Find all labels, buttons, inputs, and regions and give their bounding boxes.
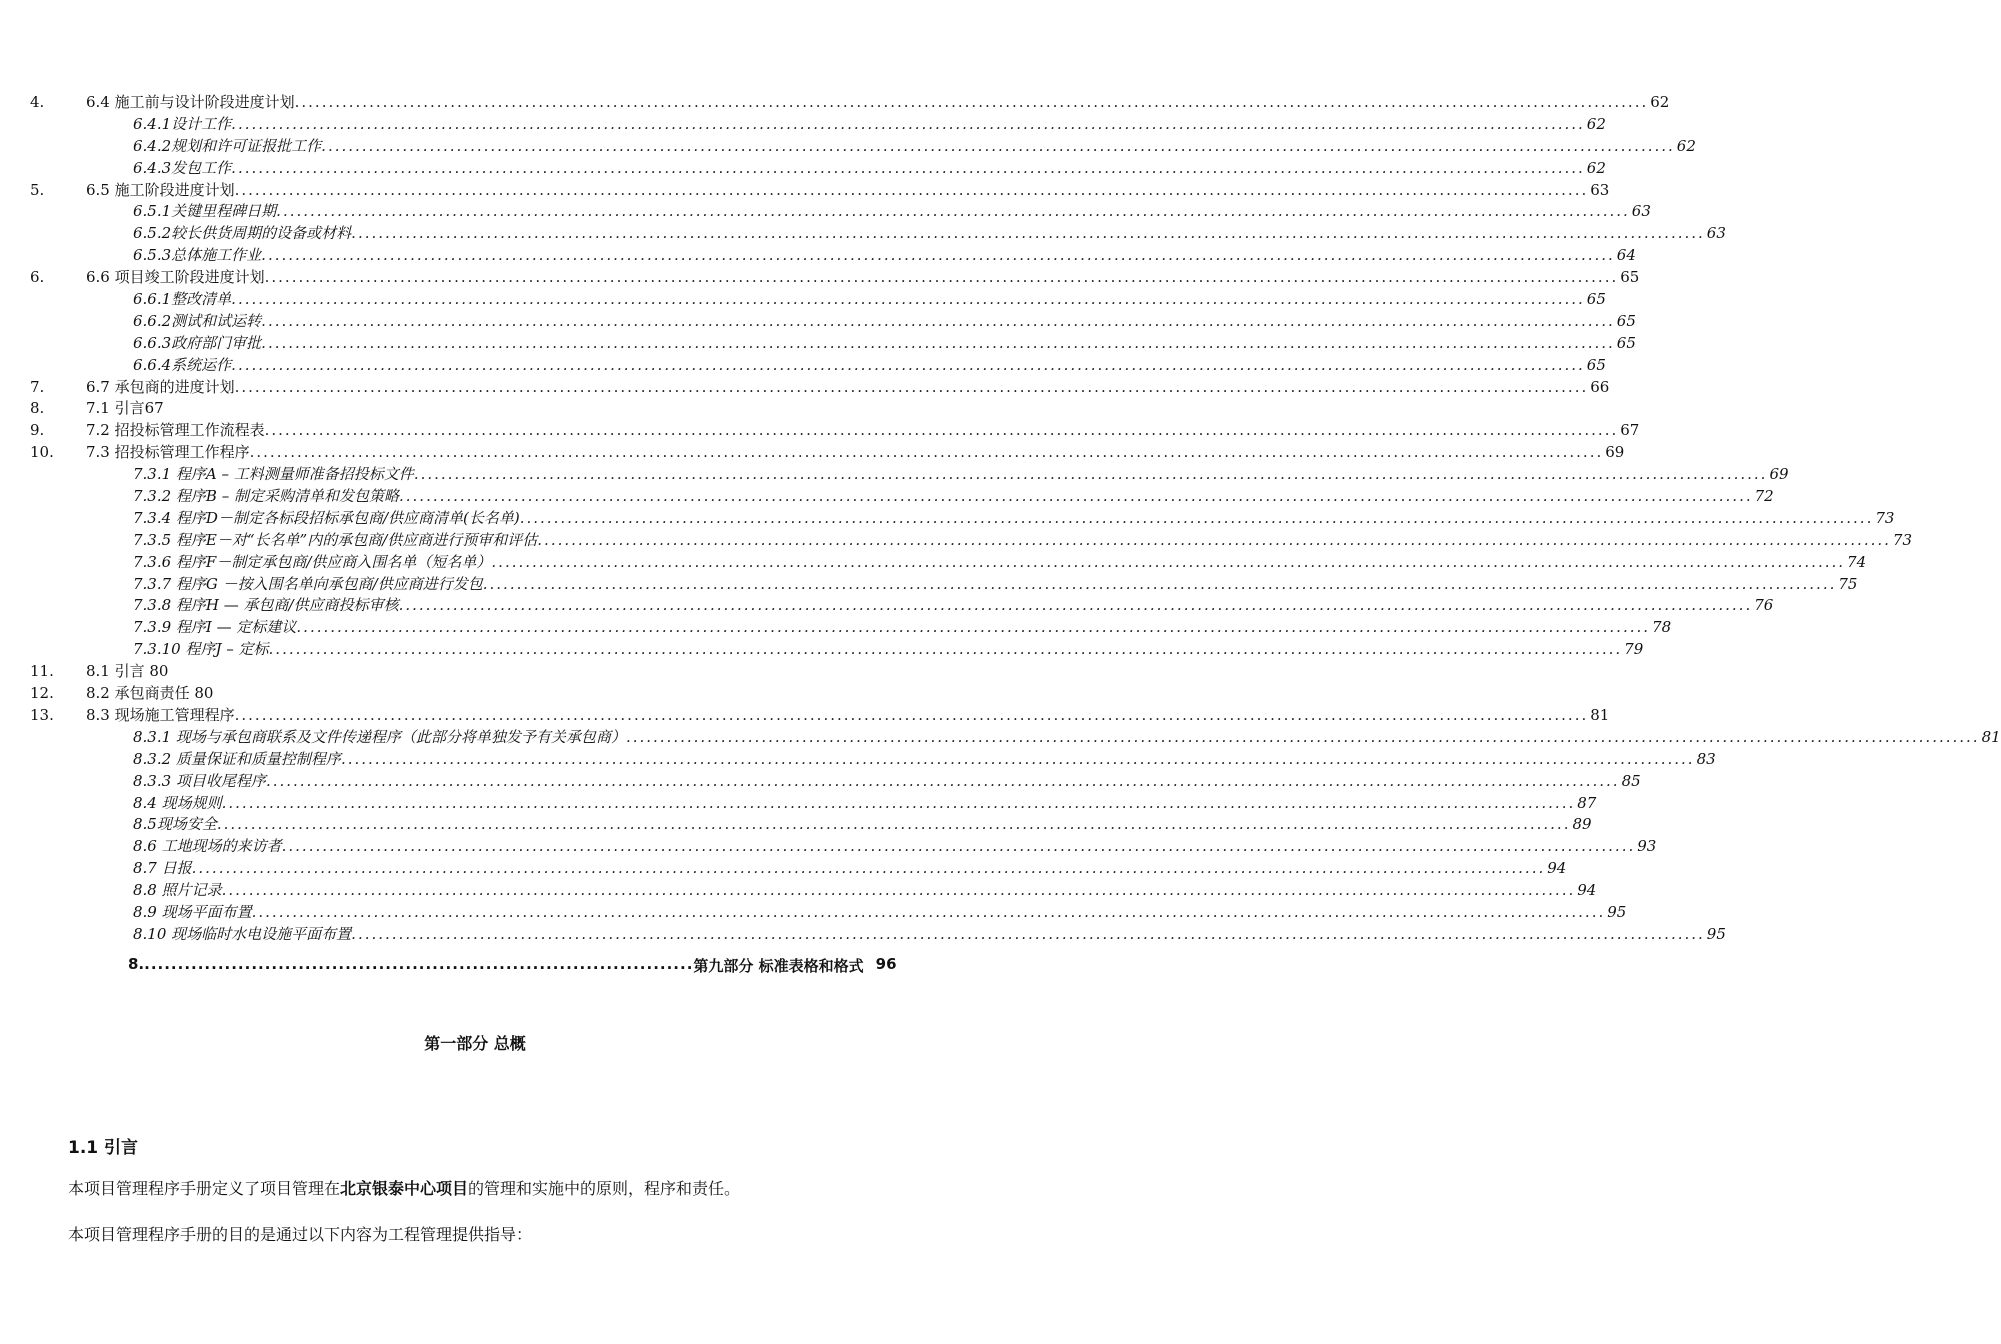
toc-entry-label: 8.3.1 现场与承包商联系及文件传递程序（此部分将单独发予有关承包商） [133, 727, 626, 746]
toc-entry-page: 94 [1577, 881, 1597, 900]
table-of-contents [0, 92, 2001, 946]
toc-entry-page: 69 [1605, 443, 1625, 462]
toc-entry-label: 8.6 工地现场的来访者 [133, 837, 282, 856]
toc-leader-dots: .................................................................................. [144, 955, 694, 973]
toc-entry-label: 7.3.2 程序B – 制定采购清单和发包策略 [133, 487, 399, 506]
toc-entry[interactable] [0, 727, 2001, 749]
toc-entry-number: 6. [30, 268, 45, 287]
toc-entry-number: 5. [30, 180, 45, 199]
toc-entry-label: 7.3.6 程序F－制定承包商/供应商入围名单（短名单） [133, 552, 492, 571]
toc-entry[interactable] [0, 136, 1696, 158]
toc-entry-page: 63 [1590, 180, 1610, 199]
toc-leader-dots: ........................................................................................................................................................................................................ [268, 640, 1623, 659]
toc-leader-dots: ........................................................................................................................................................................................................ [340, 749, 1695, 768]
toc-entry[interactable] [0, 880, 1597, 902]
toc-entry-label: 7.3.4 程序D－制定各标段招标承包商/供应商清单(长名单) [133, 508, 520, 527]
toc-entry[interactable] [0, 617, 1672, 639]
toc-part-page: 96 [875, 955, 897, 973]
toc-entry-label: 6.5.1关键里程碑日期 [133, 202, 277, 221]
toc-entry-line [133, 158, 1606, 180]
toc-leader-dots: ........................................................................................................................................................................................................ [399, 487, 1753, 506]
toc-entry[interactable] [0, 464, 1789, 486]
toc-entry-page: 81 [1981, 727, 2001, 746]
toc-leader-dots: ........................................................................................................................................................................................................ [231, 114, 1585, 133]
toc-entry-line [133, 486, 1774, 508]
toc-entry[interactable] [0, 398, 950, 420]
toc-entry-page: 67 [1620, 421, 1640, 440]
toc-leader-dots: ........................................................................................................................................................................................................ [398, 596, 1753, 615]
toc-entry-line [133, 814, 1592, 836]
toc-leader-dots: ........................................................................................................................................................................................................ [264, 268, 1619, 287]
toc-part-label: 第九部分 标准表格和格式 [693, 957, 864, 975]
toc-entry-line [133, 727, 2001, 749]
toc-entry-label: 7.3.8 程序H — 承包商/供应商投标审核 [133, 596, 399, 615]
toc-leader-dots: ........................................................................................................................................................................................................ [221, 793, 1576, 812]
toc-leader-dots: ........................................................................................................................................................................................................ [482, 574, 1837, 593]
toc-entry-page: 64 [1616, 246, 1636, 265]
toc-leader-dots: ........................................................................................................................................................................................................ [221, 881, 1576, 900]
toc-entry-number: 8. [30, 399, 45, 418]
paragraph-1 [68, 1176, 740, 1199]
toc-entry-line [133, 880, 1597, 902]
toc-entry[interactable] [0, 793, 1597, 815]
toc-leader-dots: ........................................................................................................................................................................................................ [265, 771, 1620, 790]
toc-leader-dots: ........................................................................................................................................................................................................ [249, 443, 1604, 462]
toc-entry-line [133, 793, 1597, 815]
toc-entry-label: 8.3.3 项目收尾程序 [133, 771, 266, 790]
toc-entry-label: 8.9 现场平面布置 [133, 902, 252, 921]
section-heading: 1.1 引言 [68, 1138, 139, 1158]
toc-entry[interactable] [0, 814, 1592, 836]
toc-entry-number: 9. [30, 421, 45, 440]
toc-entry-label: 8.7 日报 [133, 859, 192, 878]
toc-entry-number: 4. [30, 93, 45, 111]
toc-entry-label: 6.6.1整改清单 [133, 290, 232, 309]
toc-entry-line [133, 333, 1636, 355]
toc-entry-label: 6.4.2规划和许可证报批工作 [133, 136, 322, 155]
toc-entry[interactable] [0, 530, 1912, 552]
toc-entry-page: 75 [1838, 574, 1858, 593]
toc-entry-line [133, 771, 1641, 793]
toc-entry-label: 8.3 现场施工管理程序 [86, 705, 235, 724]
toc-entry[interactable] [0, 180, 1610, 202]
toc-leader-dots: ........................................................................................................................................................................................................ [231, 290, 1585, 309]
toc-leader-dots: ........................................................................................................................................................................................................ [251, 902, 1606, 921]
toc-leader-dots: ........................................................................................................................................................................................................ [216, 815, 1571, 834]
toc-leader-dots: ........................................................................................................................................................................................................ [191, 859, 1546, 878]
toc-entry-line [133, 355, 1606, 377]
toc-entry-page: 63 [1631, 202, 1651, 221]
toc-leader-dots: ........................................................................................................................................................................................................ [276, 202, 1630, 221]
toc-entry[interactable] [0, 267, 1640, 289]
toc-entry[interactable] [0, 245, 1636, 267]
toc-entry-label: 7.2 招投标管理工作流程表 [86, 421, 265, 440]
toc-entry-page: 65 [1620, 268, 1640, 287]
toc-entry-page: 89 [1572, 815, 1592, 834]
toc-entry[interactable] [0, 749, 1716, 771]
toc-entry-line [133, 858, 1567, 880]
toc-entry-page: 65 [1586, 355, 1606, 374]
toc-entry-page: 95 [1607, 902, 1627, 921]
toc-entry-line [133, 595, 1774, 617]
toc-entry-label: 6.5.3总体施工作业 [133, 246, 262, 265]
toc-entry[interactable] [0, 201, 1651, 223]
toc-leader-dots: ........................................................................................................................................................................................................ [321, 136, 1675, 155]
toc-entry-page: 62 [1650, 93, 1670, 111]
toc-entry[interactable] [0, 223, 1726, 245]
toc-entry[interactable] [0, 858, 1567, 880]
toc-entry-page: 66 [1590, 377, 1610, 396]
toc-entry-label: 6.5.2较长供货周期的设备或材料 [133, 224, 352, 243]
toc-entry[interactable] [0, 683, 950, 705]
toc-entry-page: 79 [1624, 640, 1644, 659]
toc-entry-label: 6.6.2测试和试运转 [133, 311, 262, 330]
toc-entry-label: 6.4.3发包工作 [133, 158, 232, 177]
toc-entry-line [86, 442, 1625, 464]
toc-entry[interactable] [0, 639, 1644, 661]
toc-entry-label: 7.3.1 程序A – 工料测量师准备招投标文件 [133, 465, 414, 484]
toc-entry-label: 6.5 施工阶段进度计划 [86, 180, 235, 199]
toc-entry-page: 62 [1586, 158, 1606, 177]
toc-entry-page: 65 [1616, 311, 1636, 330]
project-name: 北京银泰中心项目 [340, 1179, 469, 1198]
toc-entry-page: 74 [1847, 552, 1867, 571]
toc-leader-dots: ........................................................................................................................................................................................................ [281, 837, 1636, 856]
toc-entry-line [86, 705, 1610, 727]
toc-leader-dots: ........................................................................................................................................................................................................ [351, 224, 1705, 243]
toc-entry-label: 8.10 现场临时水电设施平面布置 [133, 924, 352, 943]
toc-entry-line [133, 114, 1606, 136]
toc-entry-label: 7.3 招投标管理工作程序 [86, 443, 250, 462]
toc-entry[interactable] [0, 92, 1670, 114]
toc-entry-label: 6.6.3政府部门审批 [133, 333, 262, 352]
toc-entry[interactable] [0, 836, 1657, 858]
toc-entry-page: 87 [1577, 793, 1597, 812]
toc-entry[interactable] [0, 311, 1636, 333]
toc-entry-label: 6.6 项目竣工阶段进度计划 [86, 268, 265, 287]
toc-entry-number: 12. [30, 684, 54, 703]
toc-entry-label: 8.5现场安全 [133, 815, 217, 834]
toc-entry-page: 69 [1769, 465, 1789, 484]
toc-entry-number: 7. [30, 377, 45, 396]
toc-leader-dots: ........................................................................................................................................................................................................ [234, 180, 1589, 199]
toc-entry[interactable] [0, 924, 1726, 946]
toc-entry-line [86, 267, 1640, 289]
toc-leader-dots: ........................................................................................................................................................................................................ [261, 246, 1615, 265]
toc-entry-page: 62 [1586, 114, 1606, 133]
toc-leader-dots: ........................................................................................................................................................................................................ [231, 158, 1585, 177]
toc-entry-page: 81 [1590, 705, 1610, 724]
toc-entry-label: 8.3.2 质量保证和质量控制程序 [133, 749, 341, 768]
toc-entry[interactable] [0, 442, 1625, 464]
toc-leader-dots: ........................................................................................................................................................................................................ [625, 727, 1980, 746]
toc-entry[interactable] [0, 574, 1858, 596]
toc-leader-dots: ........................................................................................................................................................................................................ [234, 377, 1589, 396]
toc-entry-page: 65 [1616, 333, 1636, 352]
toc-leader-dots: ........................................................................................................................................................................................................ [491, 552, 1846, 571]
toc-entry-line [133, 311, 1636, 333]
toc-entry-page: 76 [1754, 596, 1774, 615]
toc-entry[interactable] [0, 158, 1606, 180]
toc-entry-line [133, 902, 1627, 924]
paragraph-2: 本项目管理程序手册的目的是通过以下内容为工程管理提供指导： [68, 1225, 533, 1244]
toc-leader-dots: ........................................................................................................................................................................................................ [231, 355, 1585, 374]
toc-entry-label: 7.3.7 程序G －按入围名单向承包商/供应商进行发包 [133, 574, 483, 593]
toc-leader-dots: ........................................................................................................................................................................................................ [261, 311, 1615, 330]
toc-entry[interactable] [0, 552, 1867, 574]
toc-entry[interactable] [0, 771, 1641, 793]
toc-entry-line [133, 574, 1858, 596]
toc-entry-line [133, 552, 1867, 574]
toc-entry-line [133, 508, 1895, 530]
toc-entry-label: 8.4 现场规则 [133, 793, 222, 812]
toc-entry-line [133, 639, 1644, 661]
toc-entry-label: 6.7 承包商的进度计划 [86, 377, 235, 396]
toc-part-number: 8. [128, 955, 145, 973]
toc-entry-label: 7.3.9 程序I — 定标建议 [133, 618, 297, 637]
toc-entry-label: 7.1 引言67 [86, 399, 164, 418]
toc-entry[interactable] [0, 705, 1610, 727]
toc-entry-page: 62 [1676, 136, 1696, 155]
toc-entry[interactable] [0, 420, 1640, 442]
toc-entry-label: 7.3.10 程序J – 定标 [133, 640, 269, 659]
toc-leader-dots: ........................................................................................................................................................................................................ [234, 705, 1589, 724]
toc-entry-line [86, 180, 1610, 202]
toc-entry-label: 6.4.1设计工作 [133, 114, 232, 133]
toc-entry-page: 78 [1652, 618, 1672, 637]
toc-entry-number: 13. [30, 705, 54, 724]
toc-entry-page: 95 [1706, 924, 1726, 943]
paragraph-1-text-end: 的管理和实施中的原则，程序和责任。 [468, 1179, 741, 1198]
toc-entry-line [133, 924, 1726, 946]
toc-entry[interactable] [0, 486, 1774, 508]
toc-entry-line [133, 617, 1672, 639]
toc-entry-page: 72 [1754, 487, 1774, 506]
toc-entry-label: 8.2 承包商责任 80 [86, 684, 214, 703]
toc-entry-page: 93 [1637, 837, 1657, 856]
toc-leader-dots: ........................................................................................................................................................................................................ [537, 530, 1891, 549]
toc-part-entry[interactable] [128, 955, 897, 976]
toc-entry-line [133, 530, 1912, 552]
toc-entry-line [133, 245, 1636, 267]
toc-entry-line [133, 201, 1651, 223]
toc-entry-line [133, 836, 1657, 858]
toc-entry-line [133, 136, 1696, 158]
toc-entry-label: 8.8 照片记录 [133, 881, 222, 900]
toc-leader-dots: ........................................................................................................................................................................................................ [413, 465, 1768, 484]
part-title: 第一部分 总概 [424, 1034, 526, 1053]
toc-entry-line [133, 289, 1606, 311]
toc-entry-page: 65 [1586, 290, 1606, 309]
toc-entry-page: 63 [1706, 224, 1726, 243]
toc-entry-page: 73 [1892, 530, 1912, 549]
toc-entry-line [133, 464, 1789, 486]
toc-entry-line [133, 749, 1716, 771]
toc-entry[interactable] [0, 289, 1606, 311]
toc-leader-dots: ........................................................................................................................................................................................................ [351, 924, 1705, 943]
toc-entry-page: 85 [1621, 771, 1641, 790]
toc-entry-page: 83 [1696, 749, 1716, 768]
toc-leader-dots: ........................................................................................................................................................................................................ [261, 333, 1615, 352]
toc-entry-line [86, 92, 1670, 114]
toc-entry-line [133, 223, 1726, 245]
toc-entry[interactable] [0, 355, 1606, 377]
toc-entry[interactable] [0, 333, 1636, 355]
paragraph-1-text: 本项目管理程序手册定义了项目管理在 [68, 1179, 341, 1198]
toc-entry-line [86, 377, 1610, 399]
toc-entry-label: 8.1 引言 80 [86, 662, 169, 681]
toc-entry[interactable] [0, 661, 950, 683]
toc-entry-line [86, 420, 1640, 442]
toc-entry-label: 6.4 施工前与设计阶段进度计划 [86, 93, 295, 111]
toc-entry-label: 7.3.5 程序E－对“长名单”内的承包商/供应商进行预审和评估 [133, 530, 538, 549]
toc-entry[interactable] [0, 902, 1627, 924]
toc-leader-dots: ........................................................................................................................................................................................................ [519, 508, 1874, 527]
toc-entry-number: 10. [30, 443, 54, 462]
toc-leader-dots: ........................................................................................................................................................................................................ [296, 618, 1651, 637]
toc-leader-dots: ........................................................................................................................................................................................................ [264, 421, 1619, 440]
toc-entry-page: 94 [1547, 859, 1567, 878]
toc-entry-label: 6.6.4系统运作 [133, 355, 232, 374]
toc-entry[interactable] [0, 114, 1606, 136]
toc-leader-dots: ........................................................................................................................................................................................................ [294, 93, 1649, 111]
toc-entry[interactable] [0, 377, 1610, 399]
toc-entry-number: 11. [30, 662, 54, 681]
toc-entry-page: 73 [1875, 508, 1895, 527]
toc-entry[interactable] [0, 595, 1774, 617]
toc-entry[interactable] [0, 508, 1895, 530]
